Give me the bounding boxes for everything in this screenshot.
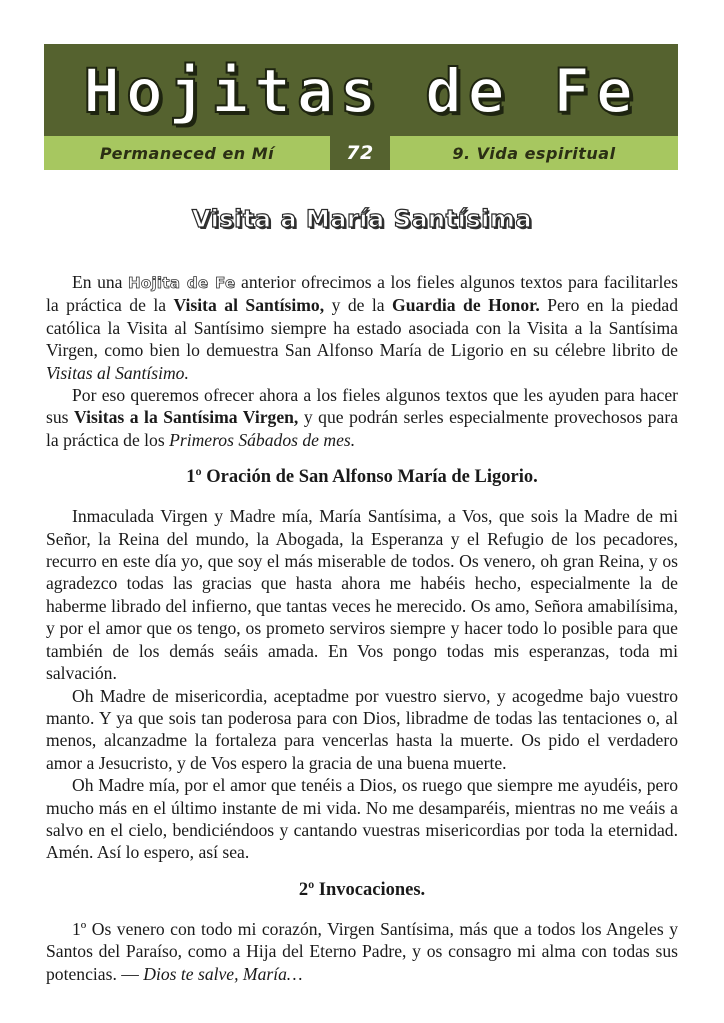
- prayer-paragraph: Inmaculada Virgen y Madre mía, María Santísima, a Vos, que sois la Madre de mi Señor, la Reina del mundo, la Abogada, la Esperanza y el Refugio de los pecadores, recurro en este día yo, que soy el más miserable de todos. Os venero, oh gran Reina, y os agradezco todas las gracias que hasta ahora me habéis hecho, especialmente la de haberme librado del infierno, que tantas veces he merecido. Os amo, Señora amabilísima, y por el amor que os tengo, os prometo serviros siempre y hacer todo lo posible para que también de los demás seáis amada. En Vos pongo todas mis esperanzas, toda mi salvación.: [46, 506, 678, 684]
- prayer-paragraph: Oh Madre de misericordia, aceptadme por vuestro siervo, y acogedme bajo vuestro manto. Y ya que sois tan poderosa para con Dios, libradme de todas las tentaciones o, al menos, alcanzadme la fortaleza para vencerlas hasta la muerte. Os pido el verdadero amor a Jesucristo, y de Vos espero la gracia de una buena muerte.: [46, 685, 678, 773]
- book-title: Visitas al Santísimo.: [46, 362, 189, 383]
- publication-title: Hojitas de Fe: [83, 56, 639, 127]
- invocation-paragraph: [46, 918, 678, 985]
- text-run: 1º Os venero con todo mi corazón, Virgen Santísima, más que a todos los Angeles y Santos del Paraíso, como a Hija del Eterno Padre, y os consagro mi alma con todas sus potencias. —: [46, 918, 678, 984]
- text-run: Pero en la piedad católica la Visita al Santísimo siempre ha estado asociada con la Visita a la Santísima Virgen, como bien lo demuestra San Alfonso María de Ligorio en su célebre librito de: [46, 295, 678, 361]
- document-body: [46, 271, 678, 985]
- italic-term: Primeros Sábados de mes.: [169, 429, 356, 450]
- text-run: anterior ofrecimos a los fieles algunos textos para facilitarles la práctica de la: [46, 272, 679, 316]
- bold-term: Visitas a la Santísima Virgen,: [74, 407, 299, 428]
- hojita-de-fe-brand: Hojita de Fe: [128, 274, 236, 292]
- section-1-heading: 1º Oración de San Alfonso María de Ligorio.: [186, 467, 538, 488]
- italic-term: Dios te salve, María…: [143, 963, 303, 984]
- intro-paragraph-2: [46, 384, 678, 451]
- section-2-heading: 2º Invocaciones.: [298, 879, 426, 900]
- category-label: 9. Vida espiritual: [452, 143, 616, 163]
- series-label: Permaneced en Mí: [99, 143, 275, 163]
- header-banner: [44, 44, 678, 170]
- document-title: Visita a María Santísima: [191, 205, 533, 233]
- prayer-paragraph: Oh Madre mía, por el amor que tenéis a Dios, os ruego que siempre me ayudéis, pero mucho más en el último instante de mi vida. No me desamparéis, mientras no me veáis a salvo en el cielo, bendiciéndoos y cantando vuestras misericordias por toda la eternidad. Amén. Así lo espero, así sea.: [46, 775, 678, 863]
- bold-term: Guardia de Honor.: [392, 295, 540, 316]
- header-info-band: [44, 136, 678, 170]
- intro-paragraph-1: [46, 271, 678, 384]
- text-run: Por eso queremos ofrecer ahora a los fieles algunos textos que les ayuden para hacer sus: [46, 385, 678, 428]
- issue-number: 72: [330, 136, 390, 170]
- bold-term: Visita al Santísimo,: [173, 295, 325, 316]
- text-run: En una: [72, 272, 129, 292]
- text-run: y que podrán serles especialmente provechosos para la práctica de los: [46, 407, 679, 450]
- text-run: y de la: [324, 295, 393, 316]
